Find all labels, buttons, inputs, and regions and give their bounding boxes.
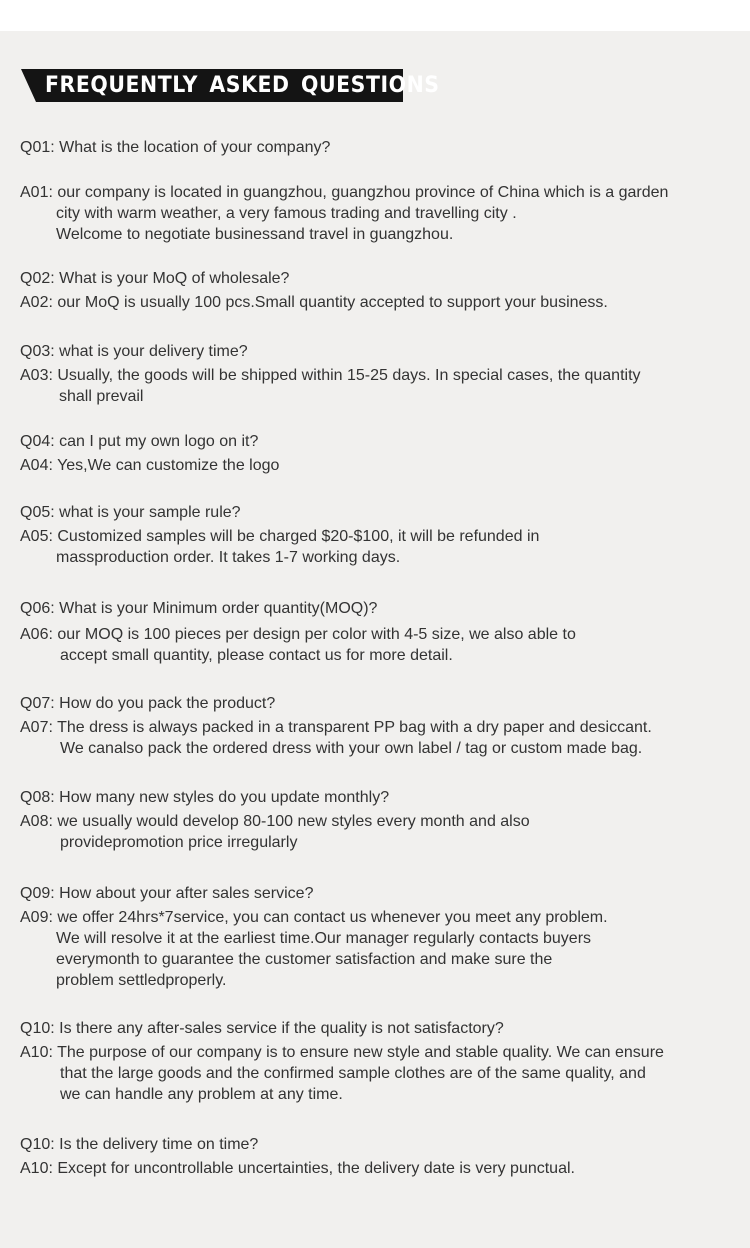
- question-line: Q03: what is your delivery time?: [20, 343, 248, 360]
- answer-line: everymonth to guarantee the customer satisfaction and make sure the: [56, 951, 553, 968]
- question-line: Q05: what is your sample rule?: [20, 504, 241, 521]
- answer-line: A04: Yes,We can customize the logo: [20, 457, 280, 474]
- question-line: Q07: How do you pack the product?: [20, 695, 276, 712]
- answer-line: We canalso pack the ordered dress with your own label / tag or custom made bag.: [60, 740, 643, 757]
- question-line: Q10: Is the delivery time on time?: [20, 1136, 259, 1153]
- answer-line: A10: The purpose of our company is to ensure new style and stable quality. We can ensure: [20, 1044, 664, 1061]
- answer-line: A03: Usually, the goods will be shipped within 15-25 days. In special cases, the quantity: [20, 367, 641, 384]
- answer-line: A09: we offer 24hrs*7service, you can contact us whenever you meet any problem.: [20, 909, 608, 926]
- answer-line: A06: our MOQ is 100 pieces per design per color with 4-5 size, we also able to: [20, 626, 576, 643]
- answer-line: A01: our company is located in guangzhou, guangzhou province of China which is a garden: [20, 184, 669, 201]
- question-line: Q02: What is your MoQ of wholesale?: [20, 270, 290, 287]
- answer-line: A07: The dress is always packed in a transparent PP bag with a dry paper and desiccant.: [20, 719, 652, 736]
- question-line: Q06: What is your Minimum order quantity(MOQ)?: [20, 600, 378, 617]
- answer-line: accept small quantity, please contact us for more detail.: [60, 647, 453, 664]
- question-line: Q04: can I put my own logo on it?: [20, 433, 259, 450]
- question-line: Q08: How many new styles do you update monthly?: [20, 789, 390, 806]
- answer-line: A05: Customized samples will be charged $20-$100, it will be refunded in: [20, 528, 540, 545]
- answer-line: city with warm weather, a very famous trading and travelling city .: [56, 205, 517, 222]
- answer-line: We will resolve it at the earliest time.Our manager regularly contacts buyers: [56, 930, 592, 947]
- answer-line: that the large goods and the confirmed sample clothes are of the same quality, and: [60, 1065, 646, 1082]
- page-title: FREQUENTLY ASKED QUESTIONS: [45, 73, 440, 98]
- answer-line: Welcome to negotiate businessand travel in guangzhou.: [56, 226, 454, 243]
- question-line: Q10: Is there any after-sales service if the quality is not satisfactory?: [20, 1020, 504, 1037]
- answer-line: A08: we usually would develop 80-100 new styles every month and also: [20, 813, 530, 830]
- answer-line: A02: our MoQ is usually 100 pcs.Small quantity accepted to support your business.: [20, 294, 608, 311]
- answer-line: problem settledproperly.: [56, 972, 227, 989]
- answer-line: shall prevail: [59, 388, 144, 405]
- question-line: Q01: What is the location of your company?: [20, 139, 331, 156]
- answer-line: providepromotion price irregularly: [60, 834, 298, 851]
- answer-line: we can handle any problem at any time.: [60, 1086, 343, 1103]
- question-line: Q09: How about your after sales service?: [20, 885, 314, 902]
- answer-line: A10: Except for uncontrollable uncertainties, the delivery date is very punctual.: [20, 1160, 575, 1177]
- answer-line: massproduction order. It takes 1-7 working days.: [56, 549, 401, 566]
